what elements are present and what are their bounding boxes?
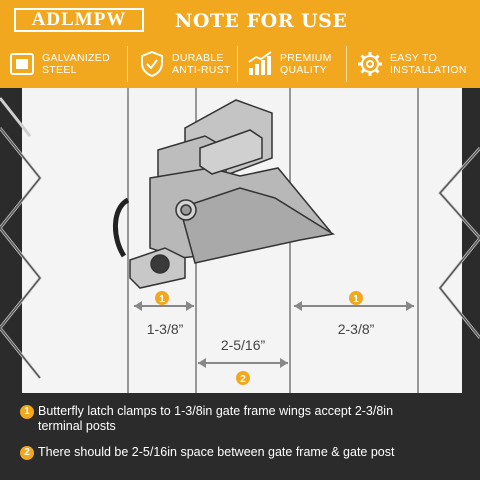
feature-label-line2: INSTALLATION	[390, 64, 467, 76]
latch-diagram	[0, 88, 480, 393]
note-number-1: 1	[20, 405, 34, 419]
dim-label-2-5-16: 2-5/16”	[220, 337, 266, 353]
divider	[127, 46, 128, 82]
feature-galvanized-steel	[8, 42, 110, 86]
note-2	[38, 445, 394, 460]
feature-label-line1: DURABLE	[172, 52, 224, 64]
dim-label-2-3-8: 2-3/8”	[337, 321, 375, 337]
feature-label-line2: STEEL	[42, 64, 77, 76]
brand-logo: ADLMPW	[14, 8, 144, 32]
note-1	[38, 404, 393, 434]
feature-label-line1: EASY TO	[390, 52, 438, 64]
feature-durable-anti-rust	[138, 42, 231, 86]
badge-3: 1	[353, 294, 359, 305]
feature-label-line2: ANTI-RUST	[172, 64, 231, 76]
badge-1: 1	[159, 294, 165, 305]
note-2-line1: There should be 2-5/16in space between gate frame & gate post	[38, 445, 395, 459]
feature-label-line1: PREMIUM	[280, 52, 332, 64]
latch-illustration	[0, 88, 480, 393]
galvanized-steel-icon	[8, 50, 36, 78]
shield-check-icon	[138, 50, 166, 78]
feature-label-line1: GALVANIZED	[42, 52, 110, 64]
page-title: NOTE FOR USE	[175, 10, 348, 32]
feature-easy-installation	[356, 42, 467, 86]
divider	[346, 46, 347, 82]
bar-chart-icon	[246, 50, 274, 78]
note-number-2: 2	[20, 446, 34, 460]
badge-2: 2	[240, 374, 246, 385]
gear-icon	[356, 50, 384, 78]
note-1-line1: Butterfly latch clamps to 1-3/8in gate frame wings accept 2-3/8in	[38, 404, 394, 418]
divider	[237, 46, 238, 82]
note-1-line2: terminal posts	[38, 419, 116, 433]
feature-label-line2: QUALITY	[280, 64, 328, 76]
feature-premium-quality	[246, 42, 332, 86]
dim-label-1-3-8: 1-3/8”	[146, 321, 184, 337]
usage-notes	[0, 393, 480, 480]
header-banner	[0, 0, 480, 88]
